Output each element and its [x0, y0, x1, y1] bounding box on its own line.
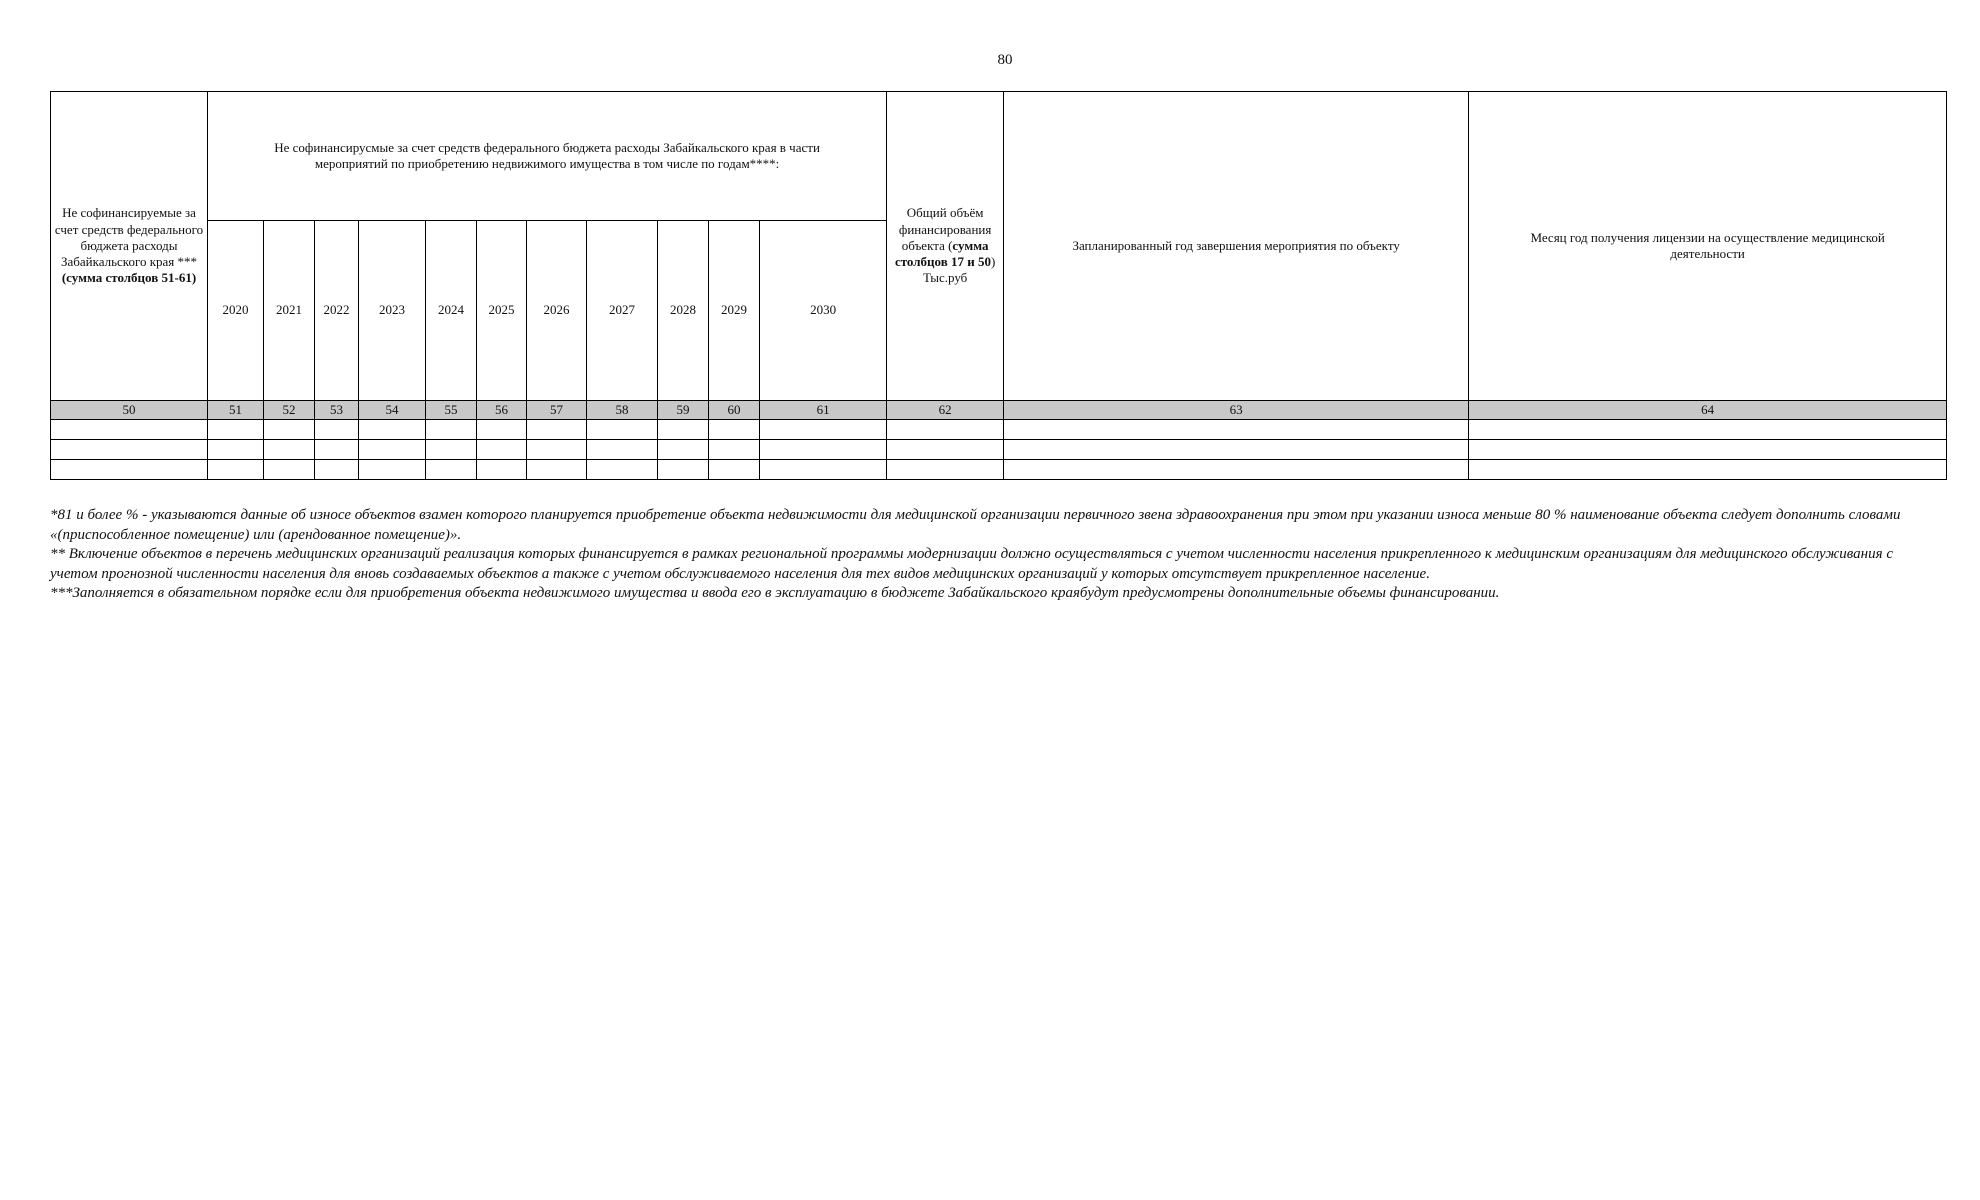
table-cell — [658, 420, 709, 440]
column-number: 54 — [359, 401, 426, 420]
table-cell — [208, 440, 264, 460]
column-number: 59 — [658, 401, 709, 420]
col50-header-text: Не софинансируемые за счет средств федерального бюджета расходы Забайкальского края *** — [54, 205, 204, 270]
table-cell — [760, 440, 887, 460]
column-number: 62 — [887, 401, 1004, 420]
column-number: 53 — [315, 401, 359, 420]
column-number: 61 — [760, 401, 887, 420]
table-cell — [315, 440, 359, 460]
table-cell — [587, 440, 658, 460]
table-cell — [1004, 460, 1469, 480]
col62-header-bold: сумма столбцов 17 и 50 — [894, 237, 991, 270]
table-cell — [51, 440, 208, 460]
col62-header-suffix: ) Тыс.руб — [922, 254, 996, 286]
year-cell: 2022 — [315, 221, 359, 401]
table-cell — [709, 420, 760, 440]
table-cell — [315, 420, 359, 440]
table-cell — [1004, 420, 1469, 440]
col62-header — [887, 92, 1004, 401]
column-number: 58 — [587, 401, 658, 420]
table-cell — [477, 420, 527, 440]
year-cell: 2023 — [359, 221, 426, 401]
table-cell — [527, 460, 587, 480]
table-cell — [587, 460, 658, 480]
column-number-row — [51, 401, 1947, 420]
column-number: 52 — [264, 401, 315, 420]
column-number: 60 — [709, 401, 760, 420]
table-cell — [359, 420, 426, 440]
table-row — [51, 460, 1947, 480]
table-cell — [658, 440, 709, 460]
table-cell — [1469, 420, 1947, 440]
table-cell — [709, 440, 760, 460]
column-number: 64 — [1469, 401, 1947, 420]
table-cell — [760, 460, 887, 480]
year-cell: 2025 — [477, 221, 527, 401]
page-number: 80 — [997, 52, 1013, 68]
table-cell — [51, 460, 208, 480]
year-cell: 2030 — [760, 221, 887, 401]
table-row — [51, 440, 1947, 460]
footnote-wear: *81 и более % - указываются данные об износе объектов взамен которого планируется приобретение объекта недвижимости для медицинской организации первичного звена здравоохранения при этом при указании износа меньше 80 % наименование объекта следует дополнить словами «(приспособленное помещение) или (арендованное помещение)». — [50, 507, 1901, 543]
column-number: 55 — [426, 401, 477, 420]
year-cell: 2020 — [208, 221, 264, 401]
footnote-inclusion: ** Включение объектов в перечень медицинских организаций реализация которых финансируется в рамках региональной программы модернизации должно осуществляться с учетом численности населения прикрепленного к медицинским организациям для медицинского обслуживания с учетом прогнозной численности населения для вновь создаваемых объектов а также с учетом обслуживаемого населения для тех видов медицинских организаций у которых отсутствует прикрепленное население. — [50, 546, 1894, 582]
table-cell — [51, 420, 208, 440]
table-cell — [359, 460, 426, 480]
table-cell — [658, 460, 709, 480]
table-row — [51, 420, 1947, 440]
table-cell — [264, 420, 315, 440]
header-row — [51, 92, 1947, 221]
table-cell — [208, 420, 264, 440]
column-number: 51 — [208, 401, 264, 420]
table-cell — [359, 440, 426, 460]
table-cell — [426, 460, 477, 480]
table-cell — [315, 460, 359, 480]
col50-header — [51, 92, 208, 401]
footnotes — [50, 506, 1940, 604]
financing-table — [50, 91, 1947, 480]
years-group-header: Не софинансирусмые за счет средств федерального бюджета расходы Забайкальского края в части мероприятий по приобретению недвижимого имущества в том числе по годам****: — [208, 92, 887, 221]
year-cell: 2027 — [587, 221, 658, 401]
table-cell — [1004, 440, 1469, 460]
column-number: 50 — [51, 401, 208, 420]
table-cell — [1469, 440, 1947, 460]
table-cell — [887, 460, 1004, 480]
table-cell — [264, 440, 315, 460]
table-cell — [887, 440, 1004, 460]
table-cell — [477, 460, 527, 480]
column-number: 63 — [1004, 401, 1469, 420]
table-cell — [208, 460, 264, 480]
table-cell — [477, 440, 527, 460]
table-cell — [426, 440, 477, 460]
year-cell: 2021 — [264, 221, 315, 401]
footnote-mandatory: ***Заполняется в обязательном порядке если для приобретения объекта недвижимого имущества и ввода его в эксплуатацию в бюджете Забайкальского краябудут предусмотрены дополнительные объемы финансировании. — [50, 585, 1500, 601]
col62-header-prefix: Общий объём финансирования объекта ( — [898, 205, 992, 253]
table-cell — [527, 420, 587, 440]
table-cell — [426, 420, 477, 440]
table-cell — [887, 420, 1004, 440]
year-cell: 2026 — [527, 221, 587, 401]
table-cell — [587, 420, 658, 440]
table-cell — [264, 460, 315, 480]
column-number: 57 — [527, 401, 587, 420]
column-number: 56 — [477, 401, 527, 420]
col50-header-bold: (сумма столбцов 51-61) — [61, 270, 197, 286]
year-cell: 2028 — [658, 221, 709, 401]
table-cell — [527, 440, 587, 460]
year-cell: 2024 — [426, 221, 477, 401]
table-cell — [1469, 460, 1947, 480]
table-cell — [760, 420, 887, 440]
col64-header: Месяц год получения лицензии на осуществление медицинской деятельности — [1469, 92, 1947, 401]
col63-header: Запланированный год завершения мероприятия по объекту — [1004, 92, 1469, 401]
table-cell — [709, 460, 760, 480]
year-cell: 2029 — [709, 221, 760, 401]
